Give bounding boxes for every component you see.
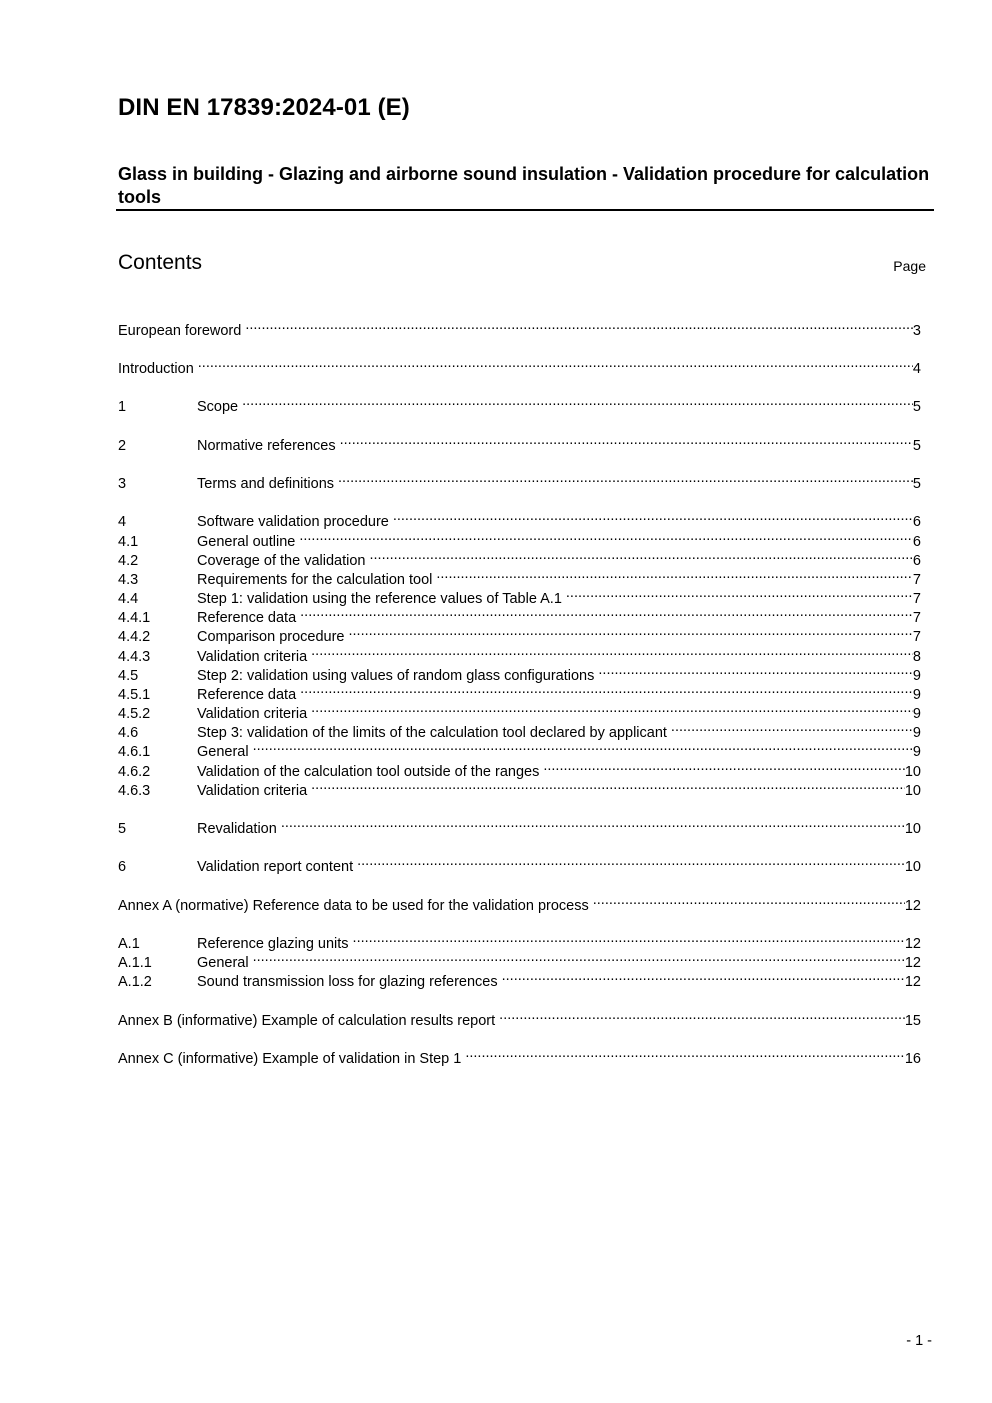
toc-entry-label: Validation criteria [197, 783, 308, 799]
toc-entry-page: 9 [912, 706, 921, 722]
toc-entry-label: Step 1: validation using the reference values of Table A.1 [197, 591, 562, 607]
toc-entry-page: 7 [912, 629, 921, 645]
toc-entry-label: General [197, 744, 249, 760]
toc-entry-page: 15 [904, 1013, 921, 1029]
toc-leader-dots [349, 622, 913, 641]
toc-leader-dots [436, 565, 913, 584]
toc-entry-label: Validation report content [197, 859, 354, 875]
toc-entry-page: 16 [904, 1051, 921, 1067]
toc-entry-revalidation[interactable] [118, 814, 921, 837]
toc-entry-label: Terms and definitions [197, 476, 335, 492]
toc-entry-label: Reference data [197, 687, 297, 703]
toc-leader-dots [311, 776, 905, 795]
toc-entry-number: 4.4 [118, 591, 139, 607]
toc-entry-label: Annex B (informative) Example of calculation results report [118, 1013, 496, 1029]
toc-entry-label: Reference glazing units [197, 936, 349, 952]
toc-entry-number: 3 [118, 476, 127, 492]
toc-leader-dots [300, 680, 913, 699]
toc-leader-dots [671, 718, 913, 737]
toc-entry-annex-c[interactable] [118, 1044, 921, 1067]
toc-entry-page: 12 [904, 936, 921, 952]
toc-entry-number: 4 [118, 514, 127, 530]
toc-entry-number: A.1.1 [118, 955, 152, 971]
toc-leader-dots [198, 354, 913, 373]
toc-leader-dots [253, 948, 905, 967]
toc-entry-page: 10 [904, 783, 921, 799]
toc-leader-dots [300, 603, 913, 622]
toc-entry-requirements-calculation-tool[interactable] [118, 565, 921, 588]
toc-leader-dots [598, 661, 913, 680]
toc-entry-label: Introduction [118, 361, 194, 377]
toc-entry-label: Validation of the calculation tool outside of the ranges [197, 764, 540, 780]
toc-entry-page: 10 [904, 821, 921, 837]
toc-entry-label: Software validation procedure [197, 514, 389, 530]
toc-leader-dots [311, 642, 913, 661]
toc-entry-general[interactable] [118, 737, 921, 760]
toc-leader-dots [253, 737, 913, 756]
toc-entry-general-outline[interactable] [118, 527, 921, 550]
toc-entry-label: Requirements for the calculation tool [197, 572, 433, 588]
toc-entry-number: 5 [118, 821, 127, 837]
toc-leader-dots [393, 507, 913, 526]
toc-entry-page: 7 [912, 572, 921, 588]
contents-heading: Contents [118, 251, 203, 274]
toc-entry-page: 10 [904, 764, 921, 780]
toc-leader-dots [242, 392, 913, 411]
document-title: Glass in building - Glazing and airborne sound insulation - Validation procedure for calculation tools [118, 164, 930, 207]
toc-entry-page: 4 [912, 361, 921, 377]
toc-entry-page: 3 [912, 323, 921, 339]
toc-entry-number: 4.2 [118, 553, 139, 569]
toc-leader-dots [245, 316, 913, 335]
toc-entry-number: 4.5.1 [118, 687, 151, 703]
toc-entry-page: 7 [912, 610, 921, 626]
toc-entry-label: Normative references [197, 438, 336, 454]
toc-entry-number: 4.5 [118, 668, 139, 684]
toc-entry-label: Validation criteria [197, 649, 308, 665]
toc-entry-label: Step 2: validation using values of random glass configurations [197, 668, 595, 684]
toc-leader-dots [353, 929, 905, 948]
toc-entry-label: Validation criteria [197, 706, 308, 722]
toc-entry-normative-references[interactable] [118, 431, 921, 454]
toc-entry-page: 12 [904, 955, 921, 971]
toc-leader-dots [299, 527, 913, 546]
toc-entry-label: Step 3: validation of the limits of the calculation tool declared by applicant [197, 725, 667, 741]
toc-entry-label: General [197, 955, 249, 971]
toc-entry-page: 5 [912, 438, 921, 454]
toc-entry-step-3[interactable] [118, 718, 921, 741]
toc-entry-page: 9 [912, 744, 921, 760]
toc-entry-page: 9 [912, 668, 921, 684]
toc-entry-page: 8 [912, 649, 921, 665]
toc-leader-dots [340, 431, 913, 450]
toc-entry-validation-criteria[interactable] [118, 642, 921, 665]
toc-entry-software-validation-procedure[interactable] [118, 507, 921, 530]
toc-entry-validation-outside-ranges[interactable] [118, 757, 921, 780]
toc-leader-dots [502, 967, 905, 986]
toc-entry-label: General outline [197, 534, 296, 550]
toc-entry-label: Scope [197, 399, 239, 415]
toc-entry-annex-a[interactable] [118, 891, 921, 914]
toc-entry-annex-b[interactable] [118, 1006, 921, 1029]
toc-entry-number: 4.6 [118, 725, 139, 741]
toc-leader-dots [543, 757, 905, 776]
toc-entry-page: 9 [912, 687, 921, 703]
toc-entry-label: Annex C (informative) Example of validation in Step 1 [118, 1051, 462, 1067]
toc-entry-step-2[interactable] [118, 661, 921, 684]
toc-entry-label: European foreword [118, 323, 242, 339]
title-divider [116, 209, 934, 211]
toc-leader-dots [465, 1044, 905, 1063]
toc-entry-reference-data[interactable] [118, 680, 921, 703]
toc-leader-dots [357, 852, 905, 871]
toc-entry-number: 4.4.2 [118, 629, 151, 645]
toc-entry-introduction[interactable] [118, 354, 921, 377]
toc-entry-label: Reference data [197, 610, 297, 626]
toc-entry-reference-data[interactable] [118, 603, 921, 626]
toc-entry-validation-report-content[interactable] [118, 852, 921, 875]
toc-entry-page: 10 [904, 859, 921, 875]
toc-entry-number: 4.1 [118, 534, 139, 550]
toc-entry-validation-criteria[interactable] [118, 699, 921, 722]
page-column-heading: Page [893, 258, 926, 274]
toc-entry-number: 4.6.1 [118, 744, 151, 760]
toc-entry-label: Coverage of the validation [197, 553, 366, 569]
toc-entry-european-foreword[interactable] [118, 316, 921, 339]
toc-entry-comparison-procedure[interactable] [118, 622, 921, 645]
toc-entry-number: 4.4.1 [118, 610, 151, 626]
toc-entry-number: 2 [118, 438, 127, 454]
toc-entry-validation-criteria[interactable] [118, 776, 921, 799]
toc-entry-page: 5 [912, 399, 921, 415]
footer-page-number: - 1 - [906, 1333, 932, 1349]
toc-entry-step-1[interactable] [118, 584, 921, 607]
toc-entry-page: 12 [904, 898, 921, 914]
toc-entry-number: 4.6.2 [118, 764, 151, 780]
toc-entry-page: 6 [912, 553, 921, 569]
toc-leader-dots [593, 891, 905, 910]
toc-entry-sound-transmission-loss[interactable] [118, 967, 921, 990]
toc-entry-number: 4.3 [118, 572, 139, 588]
toc-entry-page: 12 [904, 974, 921, 990]
toc-entry-label: Comparison procedure [197, 629, 345, 645]
toc-entry-page: 6 [912, 534, 921, 550]
toc-entry-label: Annex A (normative) Reference data to be used for the validation process [118, 898, 589, 914]
toc-entry-coverage-of-validation[interactable] [118, 546, 921, 569]
toc-entry-number: A.1 [118, 936, 140, 952]
toc-leader-dots [369, 546, 912, 565]
toc-entry-reference-glazing-units[interactable] [118, 929, 921, 952]
toc-entry-label: Sound transmission loss for glazing references [197, 974, 498, 990]
toc-entry-page: 7 [912, 591, 921, 607]
toc-entry-general[interactable] [118, 948, 921, 971]
toc-entry-page: 5 [912, 476, 921, 492]
toc-entry-number: A.1.2 [118, 974, 152, 990]
toc-leader-dots [338, 469, 913, 488]
toc-entry-number: 4.5.2 [118, 706, 151, 722]
toc-entry-number: 1 [118, 399, 127, 415]
toc-entry-page: 9 [912, 725, 921, 741]
toc-entry-number: 6 [118, 859, 127, 875]
toc-entry-scope[interactable] [118, 392, 921, 415]
toc-leader-dots [499, 1006, 905, 1025]
document-id: DIN EN 17839:2024-01 (E) [118, 94, 410, 121]
toc-entry-number: 4.6.3 [118, 783, 151, 799]
toc-entry-page: 6 [912, 514, 921, 530]
toc-leader-dots [311, 699, 913, 718]
toc-leader-dots [566, 584, 913, 603]
toc-entry-terms-and-definitions[interactable] [118, 469, 921, 492]
toc-leader-dots [281, 814, 905, 833]
toc-entry-label: Revalidation [197, 821, 277, 837]
toc-entry-number: 4.4.3 [118, 649, 151, 665]
